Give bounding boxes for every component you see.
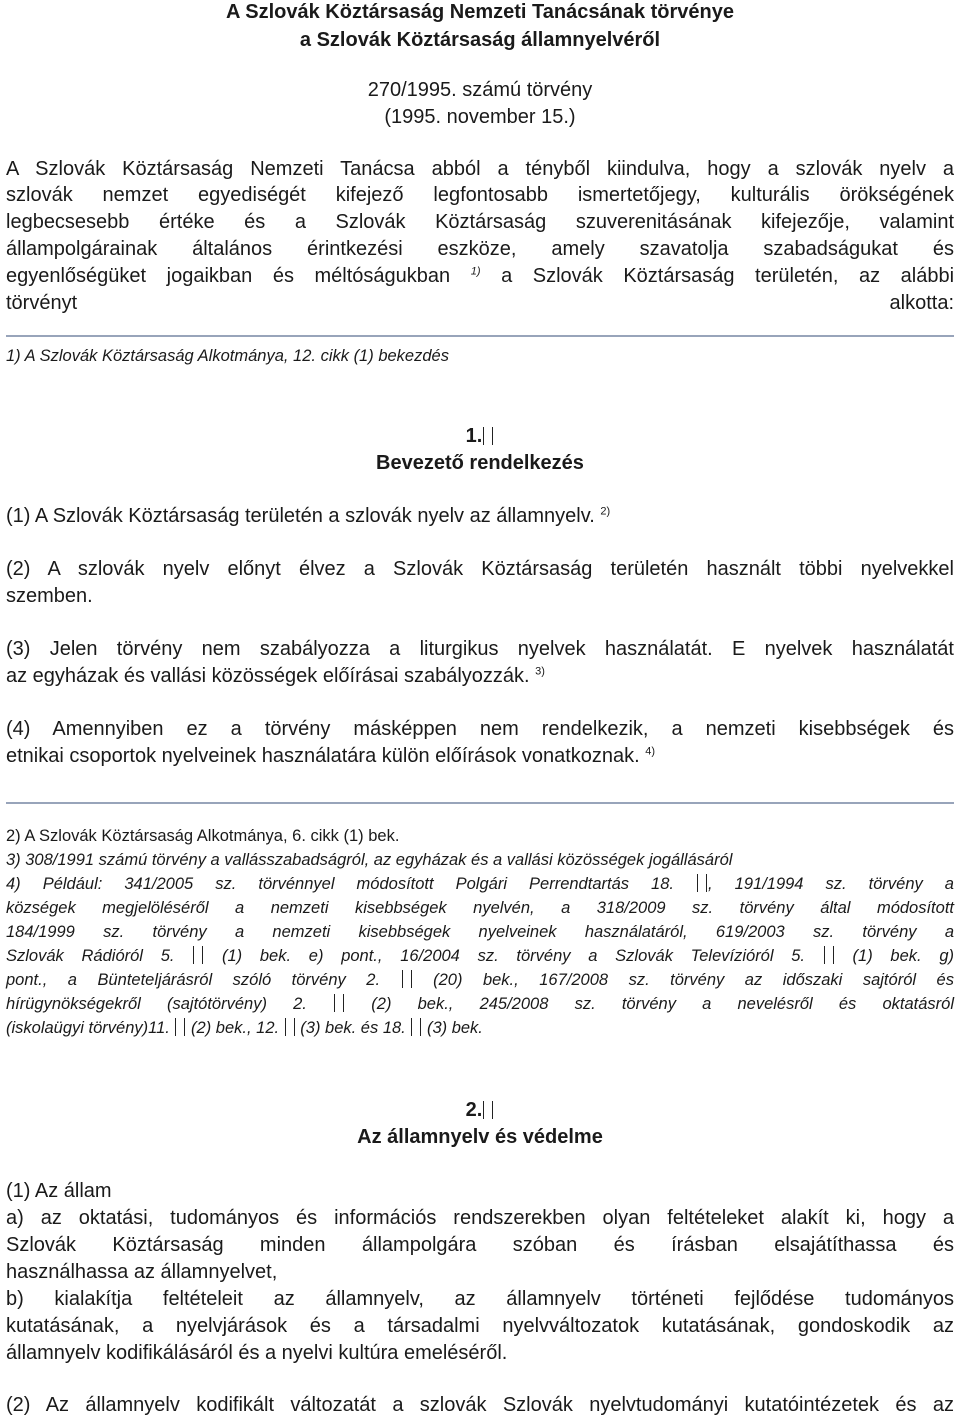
footnote-ref: 4)	[645, 745, 656, 758]
paragraph: (4) Amennyiben ez a törvény másképpen nem rendelkezik, a nemzeti kisebbségek és	[6, 718, 954, 740]
section-sign-icon	[193, 946, 203, 964]
preamble-line: legbecsesebb értéke és a Szlovák Köztársaság szuverenitásának kifejezője, valamint	[6, 211, 954, 233]
section-1-title: Bevezető rendelkezés	[376, 452, 584, 474]
footnote-4: községek megjelöléséről a nemzeti kisebbségek nyelvén, a 318/2009 sz. törvény által módosított	[6, 899, 954, 917]
footnote-4: pont., a Bünteteljárásról szóló törvény 2. (20) bek., 167/2008 sz. törvény az időszaki sajtóról és	[6, 971, 954, 989]
paragraph: (2) Az államnyelv kodifikált változatát a szlovák Szlovák nyelvtudományi kutatóintézetek és az	[6, 1394, 954, 1416]
section-sign-icon	[411, 1018, 421, 1036]
paragraph: (1) A Szlovák Köztársaság területén a szlovák nyelv az államnyelv. $^{2)}$	[6, 505, 611, 527]
section-2-title: Az államnyelv és védelme	[357, 1126, 603, 1148]
paragraph: (1) Az állam	[6, 1180, 112, 1202]
preamble-line: törvényt alkotta:	[6, 292, 954, 314]
footnote-3: 3) 308/1991 számú törvény a vallásszabadságról, az egyházak és a vallási közösségek jogállásáról	[6, 851, 733, 869]
paragraph: használhassa az államnyelvet,	[6, 1261, 278, 1283]
footnote-4: hírügynökségekről (sajtótörvény) 2. (2) bek., 245/2008 sz. törvény a nevelésről és oktatásról	[6, 995, 954, 1013]
section-2-number: 2.	[0, 1098, 960, 1122]
paragraph: szemben.	[6, 585, 93, 607]
paragraph: a) az oktatási, tudományos és információs rendszerekben olyan feltételeket alakít ki, hogy a	[6, 1207, 954, 1229]
section-sign-icon	[334, 994, 344, 1012]
footnote-2: 2) A Szlovák Köztársaság Alkotmánya, 6. cikk (1) bek.	[6, 827, 400, 845]
paragraph: az egyházak és vallási közösségek előírásai szabályozzák. $^{3)}$	[6, 665, 545, 687]
footnote-4: Szlovák Rádióról 5. (1) bek. e) pont., 16/2004 sz. törvény a Szlovák Televízióról 5. (1) bek. g)	[6, 947, 955, 965]
paragraph: (2) A szlovák nyelv előnyt élvez a Szlovák Köztársaság területén használt többi nyelvekkel	[6, 558, 954, 580]
paragraph: b) kialakítja feltételeit az államnyelv, az államnyelv történeti fejlődése tudományos	[6, 1288, 954, 1310]
section-sign-icon	[285, 1018, 295, 1036]
section-sign-icon	[697, 874, 707, 892]
paragraph: (3) Jelen törvény nem szabályozza a liturgikus nyelvek használatát. E nyelvek használatát	[6, 638, 954, 660]
section-sign-icon	[483, 1101, 493, 1119]
preamble-line: egyenlőségüket jogaikban és méltóságukban $^{1)}$ a Szlovák Köztársaság területén, az alábbi	[6, 265, 955, 287]
law-number: 270/1995. számú törvény	[367, 79, 593, 101]
law-date: (1995. november 15.)	[384, 106, 576, 128]
paragraph: kutatásának, a nyelvjárások és a társadalmi nyelvváltozatok kutatásának, gondoskodik az	[6, 1315, 954, 1337]
section-sign-icon	[824, 946, 834, 964]
footnote-4: (iskolaügyi törvény)11. (2) bek., 12. (3) bek. és 18. (3) bek.	[6, 1019, 483, 1037]
footnote-1: 1) A Szlovák Köztársaság Alkotmánya, 12. cikk (1) bekezdés	[6, 347, 449, 365]
footnote-4: 4) Például: 341/2005 sz. törvénnyel módosított Polgári Perrendtartás 18. , 191/1994 sz. törvény a	[6, 875, 954, 893]
footnote-ref: 2)	[600, 505, 611, 518]
footnote-ref: 1)	[470, 265, 481, 278]
preamble-line: szlovák nemzet egyediségét kifejező legfontosabb ismertetőjegy, kulturális örökségének	[6, 184, 954, 206]
preamble-line: állampolgárainak általános érintkezési eszköze, amely szavatolja szabadságukat és	[6, 238, 954, 260]
section-sign-icon	[175, 1018, 185, 1036]
preamble-line: A Szlovák Köztársaság Nemzeti Tanácsa abból a tényből kiindulva, hogy a szlovák nyelv a	[6, 158, 954, 180]
paragraph: etnikai csoportok nyelveinek használatára külön előírások vonatkoznak. $^{4)}$	[6, 745, 656, 767]
footnote-divider	[6, 802, 954, 804]
paragraph: Szlovák Köztársaság minden állampolgára szóban és írásban elsajátíthassa és	[6, 1234, 954, 1256]
footnote-divider	[6, 335, 954, 337]
footnote-ref: 3)	[535, 665, 545, 678]
section-sign-icon	[483, 427, 493, 445]
footnote-4: 184/1999 sz. törvény a nemzeti kisebbségek nyelveinek használatáról, 619/2003 sz. törvény a	[6, 923, 954, 941]
section-1-number: 1.	[0, 424, 960, 448]
title-line-1: A Szlovák Köztársaság Nemzeti Tanácsának törvénye	[226, 1, 734, 23]
paragraph: államnyelv kodifikálásáról és a nyelvi kultúra emeléséről.	[6, 1342, 508, 1364]
title-line-2: a Szlovák Köztársaság államnyelvéről	[299, 29, 661, 51]
section-sign-icon	[402, 970, 412, 988]
